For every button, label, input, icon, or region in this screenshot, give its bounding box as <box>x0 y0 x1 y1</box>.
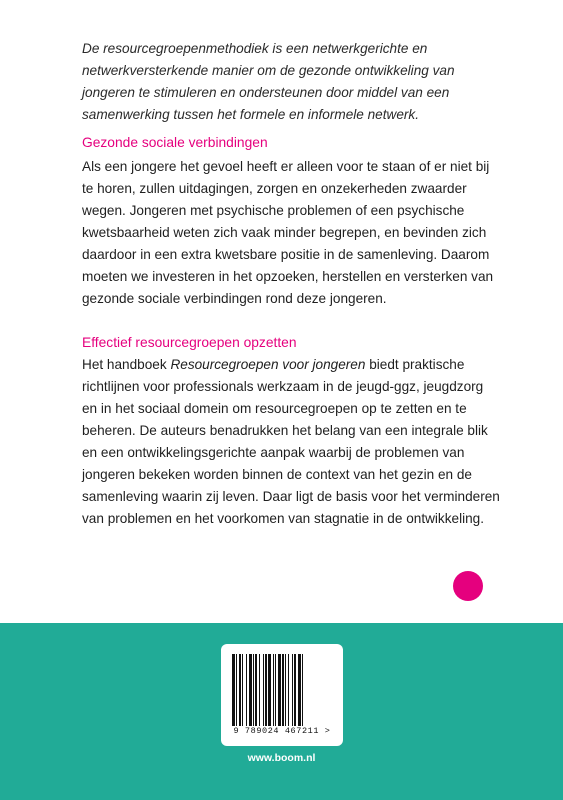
barcode-stripe <box>255 654 257 726</box>
body-text-end: biedt praktische richtlijnen voor professionals werkzaam in de jeugd-ggz, jeugdzorg en in het sociaal domein om resourcegroepen op te zetten en te beheren. De auteurs benadrukken het belang van een integrale blik en een ontwikkelingsgerichte aanpak waarbij de problemen van jongeren bekeken worden binnen de context van het gezin en de samenleving waarin zij leven. Daar ligt de basis voor het verminderen van problemen en het voorkomen van stagnatie in de ontwikkeling. <box>82 357 500 526</box>
barcode-stripe <box>239 654 241 726</box>
book-title: Resourcegroepen voor jongeren <box>170 357 366 372</box>
publisher-website: www.boom.nl <box>247 752 316 764</box>
section-body-resource-groups <box>82 354 500 530</box>
barcode-stripe <box>288 654 289 726</box>
section-heading-resource-groups: Effectief resourcegroepen opzetten <box>82 335 297 350</box>
barcode-stripe <box>302 654 303 726</box>
barcode-stripe <box>232 654 235 726</box>
barcode-stripe <box>292 654 293 726</box>
accent-dot <box>453 571 483 601</box>
barcode-stripe <box>253 654 254 726</box>
barcode-stripe <box>242 654 243 726</box>
barcode-stripe <box>259 654 260 726</box>
barcode-stripe <box>249 654 252 726</box>
barcode-stripe <box>298 654 301 726</box>
barcode-stripe <box>278 654 281 726</box>
section-body-social-connections: Als een jongere het gevoel heeft er alleen voor te staan of er niet bij te horen, zullen uitdagingen, zorgen en onzekerheden zwaarder wegen. Jongeren met psychische problemen of een psychische kwetsbaarheid weten zich vaak minder begrepen, en bevinden zich daardoor in een extra kwetsbare positie in de samenleving. Daarom moeten we investeren in het opzoeken, herstellen en versterken van gezonde sociale verbindingen rond deze jongeren. <box>82 159 494 306</box>
barcode-stripe <box>273 654 274 726</box>
isbn-number: 9 789024 467211 > <box>233 726 331 736</box>
barcode-bars <box>232 654 332 726</box>
barcode-stripe <box>263 654 264 726</box>
intro-text: De resourcegroepenmethodiek is een netwerkgerichte en netwerkversterkende manier om de gezonde ontwikkeling van jongeren te stimuleren en ondersteunen door middel van een samenwerking tussen het formele en informele netwerk. <box>82 41 455 122</box>
barcode-stripe <box>282 654 284 726</box>
section-heading-social-connections: Gezonde sociale verbindingen <box>82 135 268 150</box>
barcode-stripe <box>265 654 267 726</box>
barcode-stripe <box>285 654 286 726</box>
barcode-stripe <box>268 654 271 726</box>
barcode-stripe <box>246 654 247 726</box>
barcode-stripe <box>275 654 276 726</box>
barcode-stripe <box>236 654 237 726</box>
barcode-stripe <box>294 654 296 726</box>
body-text-start: Het handboek <box>82 357 171 372</box>
barcode <box>221 644 343 746</box>
